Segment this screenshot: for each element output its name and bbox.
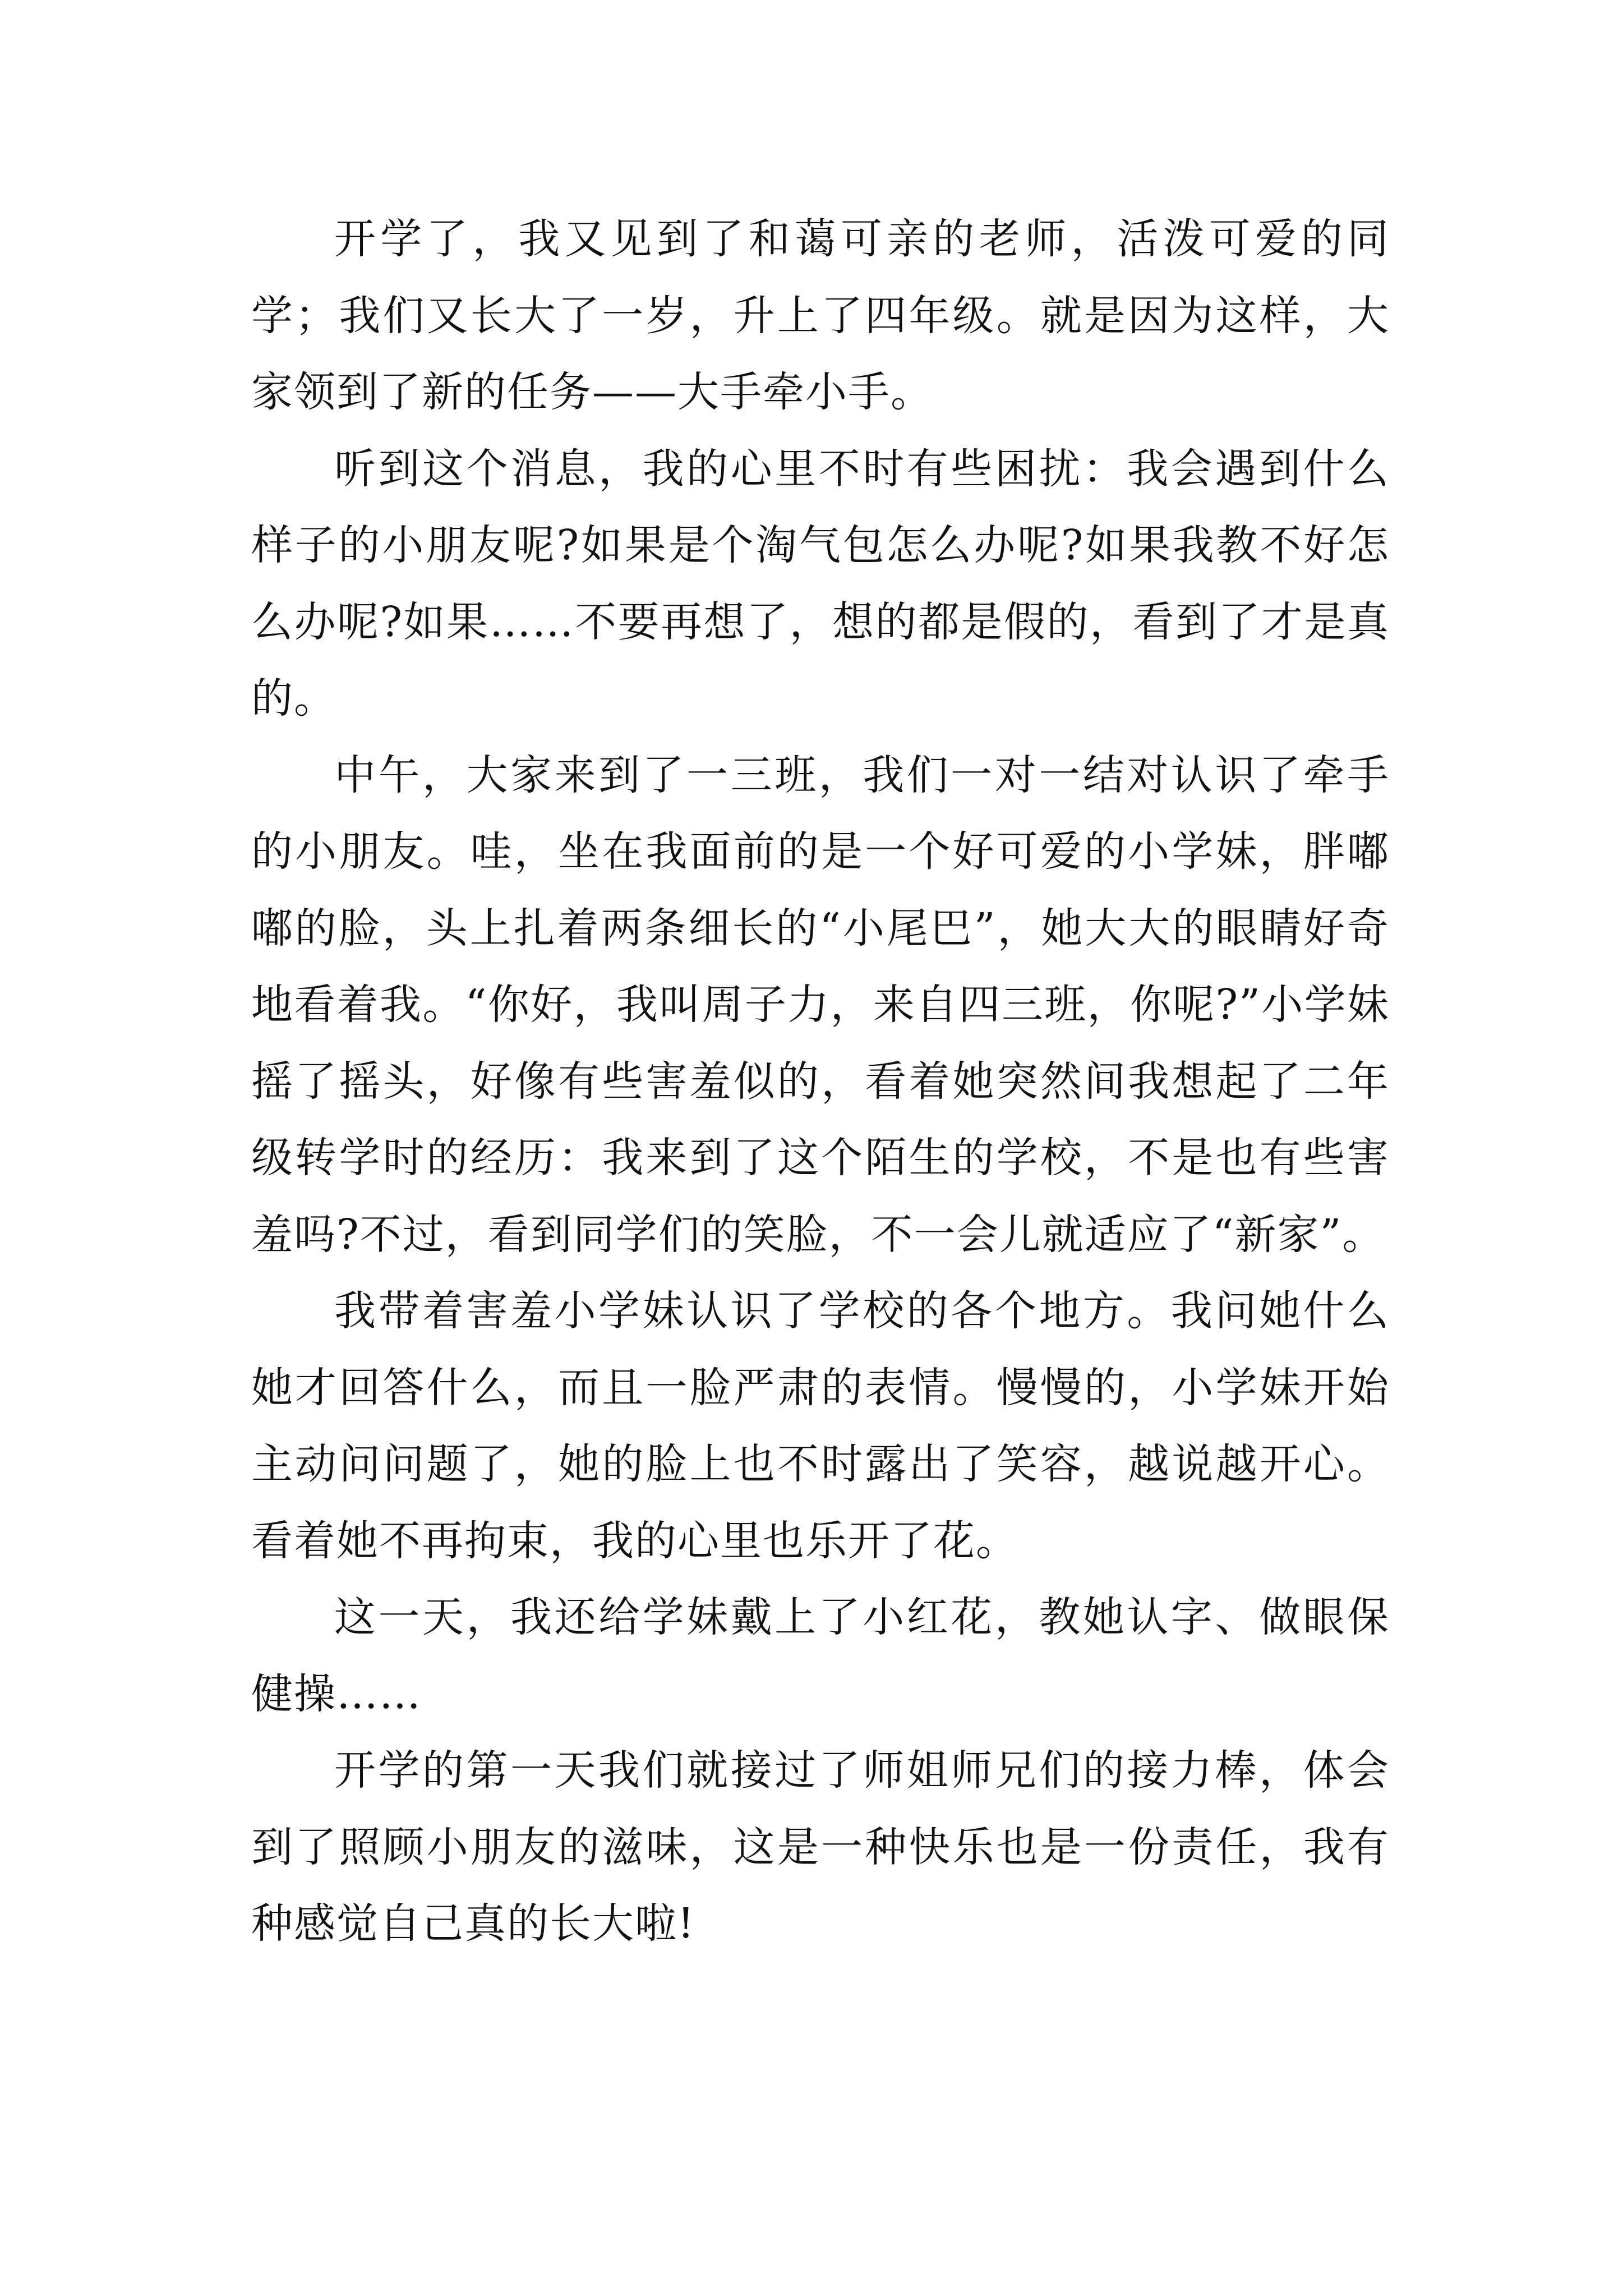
- paragraph-4: 我带着害羞小学妹认识了学校的各个地方。我问她什么她才回答什么，而且一脸严肃的表情。慢慢的，小学妹开始主动问问题了，她的脸上也不时露出了笑容，越说越开心。看着她不再拘束，我的心里也乐开了花。: [251, 1287, 1390, 1565]
- paragraph-2: 听到这个消息，我的心里不时有些困扰：我会遇到什么样子的小朋友呢?如果是个淘气包怎么办呢?如果我教不好怎么办呢?如果……不要再想了，想的都是假的，看到了才是真的。: [251, 444, 1390, 723]
- document-body: [251, 201, 1390, 1962]
- paragraph-1: 开学了，我又见到了和蔼可亲的老师，活泼可爱的同学；我们又长大了一岁，升上了四年级。就是因为这样，大家领到了新的任务——大手牵小手。: [251, 215, 1390, 416]
- paragraph-5: 这一天，我还给学妹戴上了小红花，教她认字、做眼保健操……: [251, 1593, 1390, 1718]
- paragraph-3: 中午，大家来到了一三班，我们一对一结对认识了牵手的小朋友。哇，坐在我面前的是一个好可爱的小学妹，胖嘟嘟的脸，头上扎着两条细长的“小尾巴”，她大大的眼睛好奇地看着我。“你好，我叫周子力，来自四三班，你呢?”小学妹摇了摇头，好像有些害羞似的，看着她突然间我想起了二年级转学时的经历：我来到了这个陌生的学校，不是也有些害羞吗?不过，看到同学们的笑脸，不一会儿就适应了“新家”。: [251, 751, 1390, 1259]
- paragraph-6: 开学的第一天我们就接过了师姐师兄们的接力棒，体会到了照顾小朋友的滋味，这是一种快乐也是一份责任，我有种感觉自己真的长大啦!: [251, 1746, 1390, 1948]
